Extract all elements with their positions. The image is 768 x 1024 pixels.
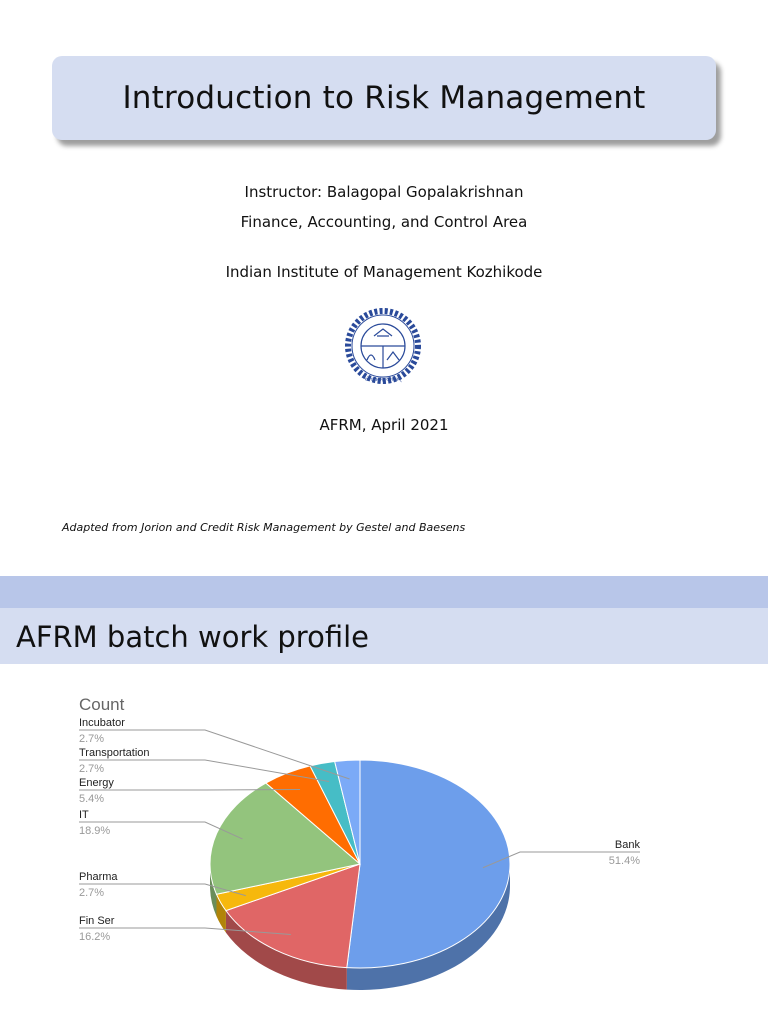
header-band	[0, 576, 768, 608]
slice-percent-it: 18.9%	[79, 825, 111, 837]
date-line: AFRM, April 2021	[319, 416, 449, 434]
slice-label-energy: Energy	[79, 777, 114, 789]
slice-label-bank: Bank	[614, 839, 640, 851]
frame-title: AFRM batch work profile	[16, 620, 369, 654]
instructor-line: Instructor: Balagopal Gopalakrishnan	[244, 183, 524, 201]
slice-percent-bank: 51.4%	[608, 855, 640, 867]
slice-percent-energy: 5.4%	[79, 793, 105, 805]
institute-line: Indian Institute of Management Kozhikode	[225, 263, 543, 281]
slice-percent-fin-ser: 16.2%	[79, 931, 111, 943]
title-box	[52, 56, 716, 140]
slice-label-incubator: Incubator	[79, 717, 125, 729]
chart-title: Count	[79, 695, 125, 714]
pie-chart	[0, 664, 768, 1024]
slice-percent-transportation: 2.7%	[79, 763, 105, 775]
slide-title: Introduction to Risk Management	[122, 80, 646, 116]
slice-label-transportation: Transportation	[79, 747, 150, 759]
slice-label-pharma: Pharma	[79, 871, 118, 883]
slice-label-fin-ser: Fin Ser	[79, 915, 115, 927]
slice-percent-incubator: 2.7%	[79, 733, 105, 745]
area-line: Finance, Accounting, and Control Area	[240, 213, 528, 231]
iim-kozhikode-logo	[343, 306, 423, 386]
slice-percent-pharma: 2.7%	[79, 887, 105, 899]
logo-motto: योगः कर्मसु कौशलम्	[364, 377, 402, 383]
footnote: Adapted from Jorion and Credit Risk Management by Gestel and Baesens	[62, 521, 466, 534]
profile-slide	[0, 576, 768, 1024]
slice-label-it: IT	[79, 809, 89, 821]
pie-layer	[210, 760, 510, 990]
